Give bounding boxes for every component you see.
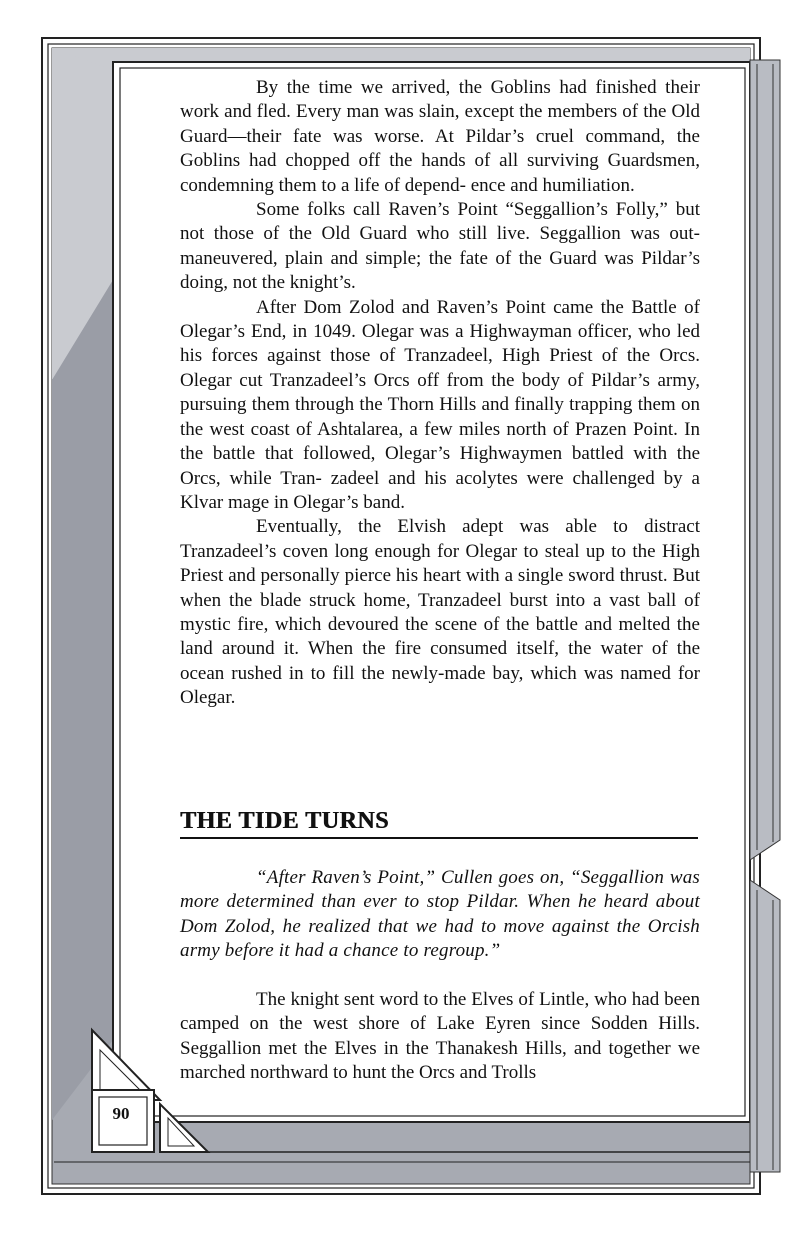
paragraph: The knight sent word to the Elves of Lintle, who had been camped on the west shore of Lake Eyren since Sodden Hills. Seggallion met the Elves in the Thanakesh Hills, and together we marched northward to hunt the Orcs and Trolls <box>180 989 700 1084</box>
paragraph: Some folks call Raven’s Point “Seggallion’s Folly,” but not those of the Old Guard who still live. Seggallion was out-maneuvered, plain and simple; the fate of the Guard was Pildar’s doing, not the knight’s. <box>180 199 700 294</box>
body-text-lower <box>180 988 700 1086</box>
paragraph: By the time we arrived, the Goblins had finished their work and fled. Every man was slain, except the members of the Old Guard—their fate was worse. At Pildar’s cruel command, the Goblins had chopped off the hands of all surviving Guardsmen, condemning them to a life of depend- ence and humiliation. <box>180 77 700 196</box>
page-number: 90 <box>112 1104 130 1123</box>
quote-text: “After Raven’s Point,” Cullen goes on, “Seggallion was more determined than ever to stop Pildar. When he heard about Dom Zolod, he realized that we had to move against the Orcish army before it had a chance to regroup.” <box>180 867 700 962</box>
body-text-upper <box>180 76 700 711</box>
paragraph: After Dom Zolod and Raven’s Point came the Battle of Olegar’s End, in 1049. Olegar was a Highwayman officer, who led his forces against those of Tranzadeel, High Priest of the Orcs. Olegar cut Tranzadeel’s Orcs off from the body of Pildar’s army, pursuing them through the Thorn Hills and finally trapping them on the west coast of Ashtalarea, a few miles north of Prazen Point. In the battle that followed, Olegar’s Highwaymen battled with the Orcs, while Tran- zadeel and his acolytes were challenged by a Klvar mage in Olegar’s band. <box>180 296 700 513</box>
paragraph: Eventually, the Elvish adept was able to distract Tranzadeel’s coven long enough for Olegar to steal up to the High Priest and personally pierce his heart with a single sword thrust. But when the blade struck home, Tranzadeel burst into a vast ball of mystic fire, which devoured the scene of the battle and melted the land around it. When the fire consumed itself, the water of the ocean rushed in to fill the newly-made bay, which was named for Olegar. <box>180 516 700 709</box>
section-heading: THE TIDE TURNS <box>180 808 698 839</box>
quote-block <box>180 866 700 964</box>
